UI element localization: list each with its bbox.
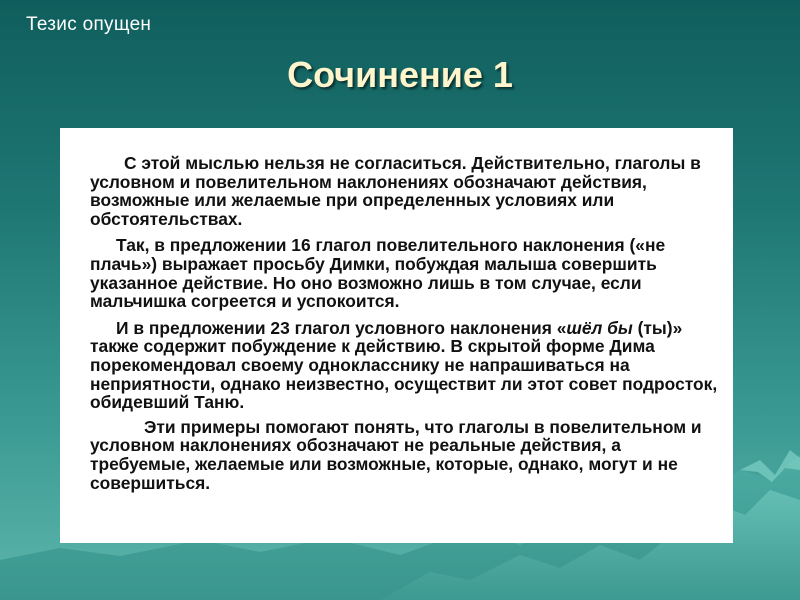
essay-paragraph-1 (90, 154, 719, 228)
essay-paragraph-2 (90, 236, 719, 310)
slide-label: Тезис опущен (26, 14, 152, 35)
essay-paragraph-3-end: (ты)» также содержит побуждение к действию. В скрытой форме Дима порекомендовал своему однокласснику не напрашиваться на неприятности, однако неизвестно, осуществит ли этот совет подросток, обидевший Таню. (90, 317, 718, 413)
essay-paragraph-2-text: Так, в предложении 16 глагол повелительного наклонения («не плачь») выражает просьбу Димки, побуждая малыша совершить указанное действие. Но оно возможно лишь в том случае, если мальчишка согреется и успокоится. (90, 235, 666, 312)
essay-paragraph-4 (90, 418, 719, 492)
essay-paragraph-3-start: И в предложении 23 глагол условного наклонения « (116, 317, 567, 338)
essay-paragraph-3 (90, 319, 719, 412)
essay-paragraph-3-italic: шёл бы (566, 317, 633, 338)
essay-paragraph-1-text: С этой мыслью нельзя не согласиться. Действительно, глаголы в условном и повелительном наклонениях обозначают действия, возможные или желаемые при определенных условиях или обстоятельствах. (90, 153, 701, 229)
essay-paragraph-4-text: Эти примеры помогают понять, что глаголы в повелительном и условном наклонениях обозначают не реальные действия, а требуемые, желаемые или возможные, которые, однако, могут и не совершиться. (90, 416, 702, 493)
slide-title: Сочинение 1 (287, 54, 513, 95)
essay-text-panel (60, 128, 733, 543)
